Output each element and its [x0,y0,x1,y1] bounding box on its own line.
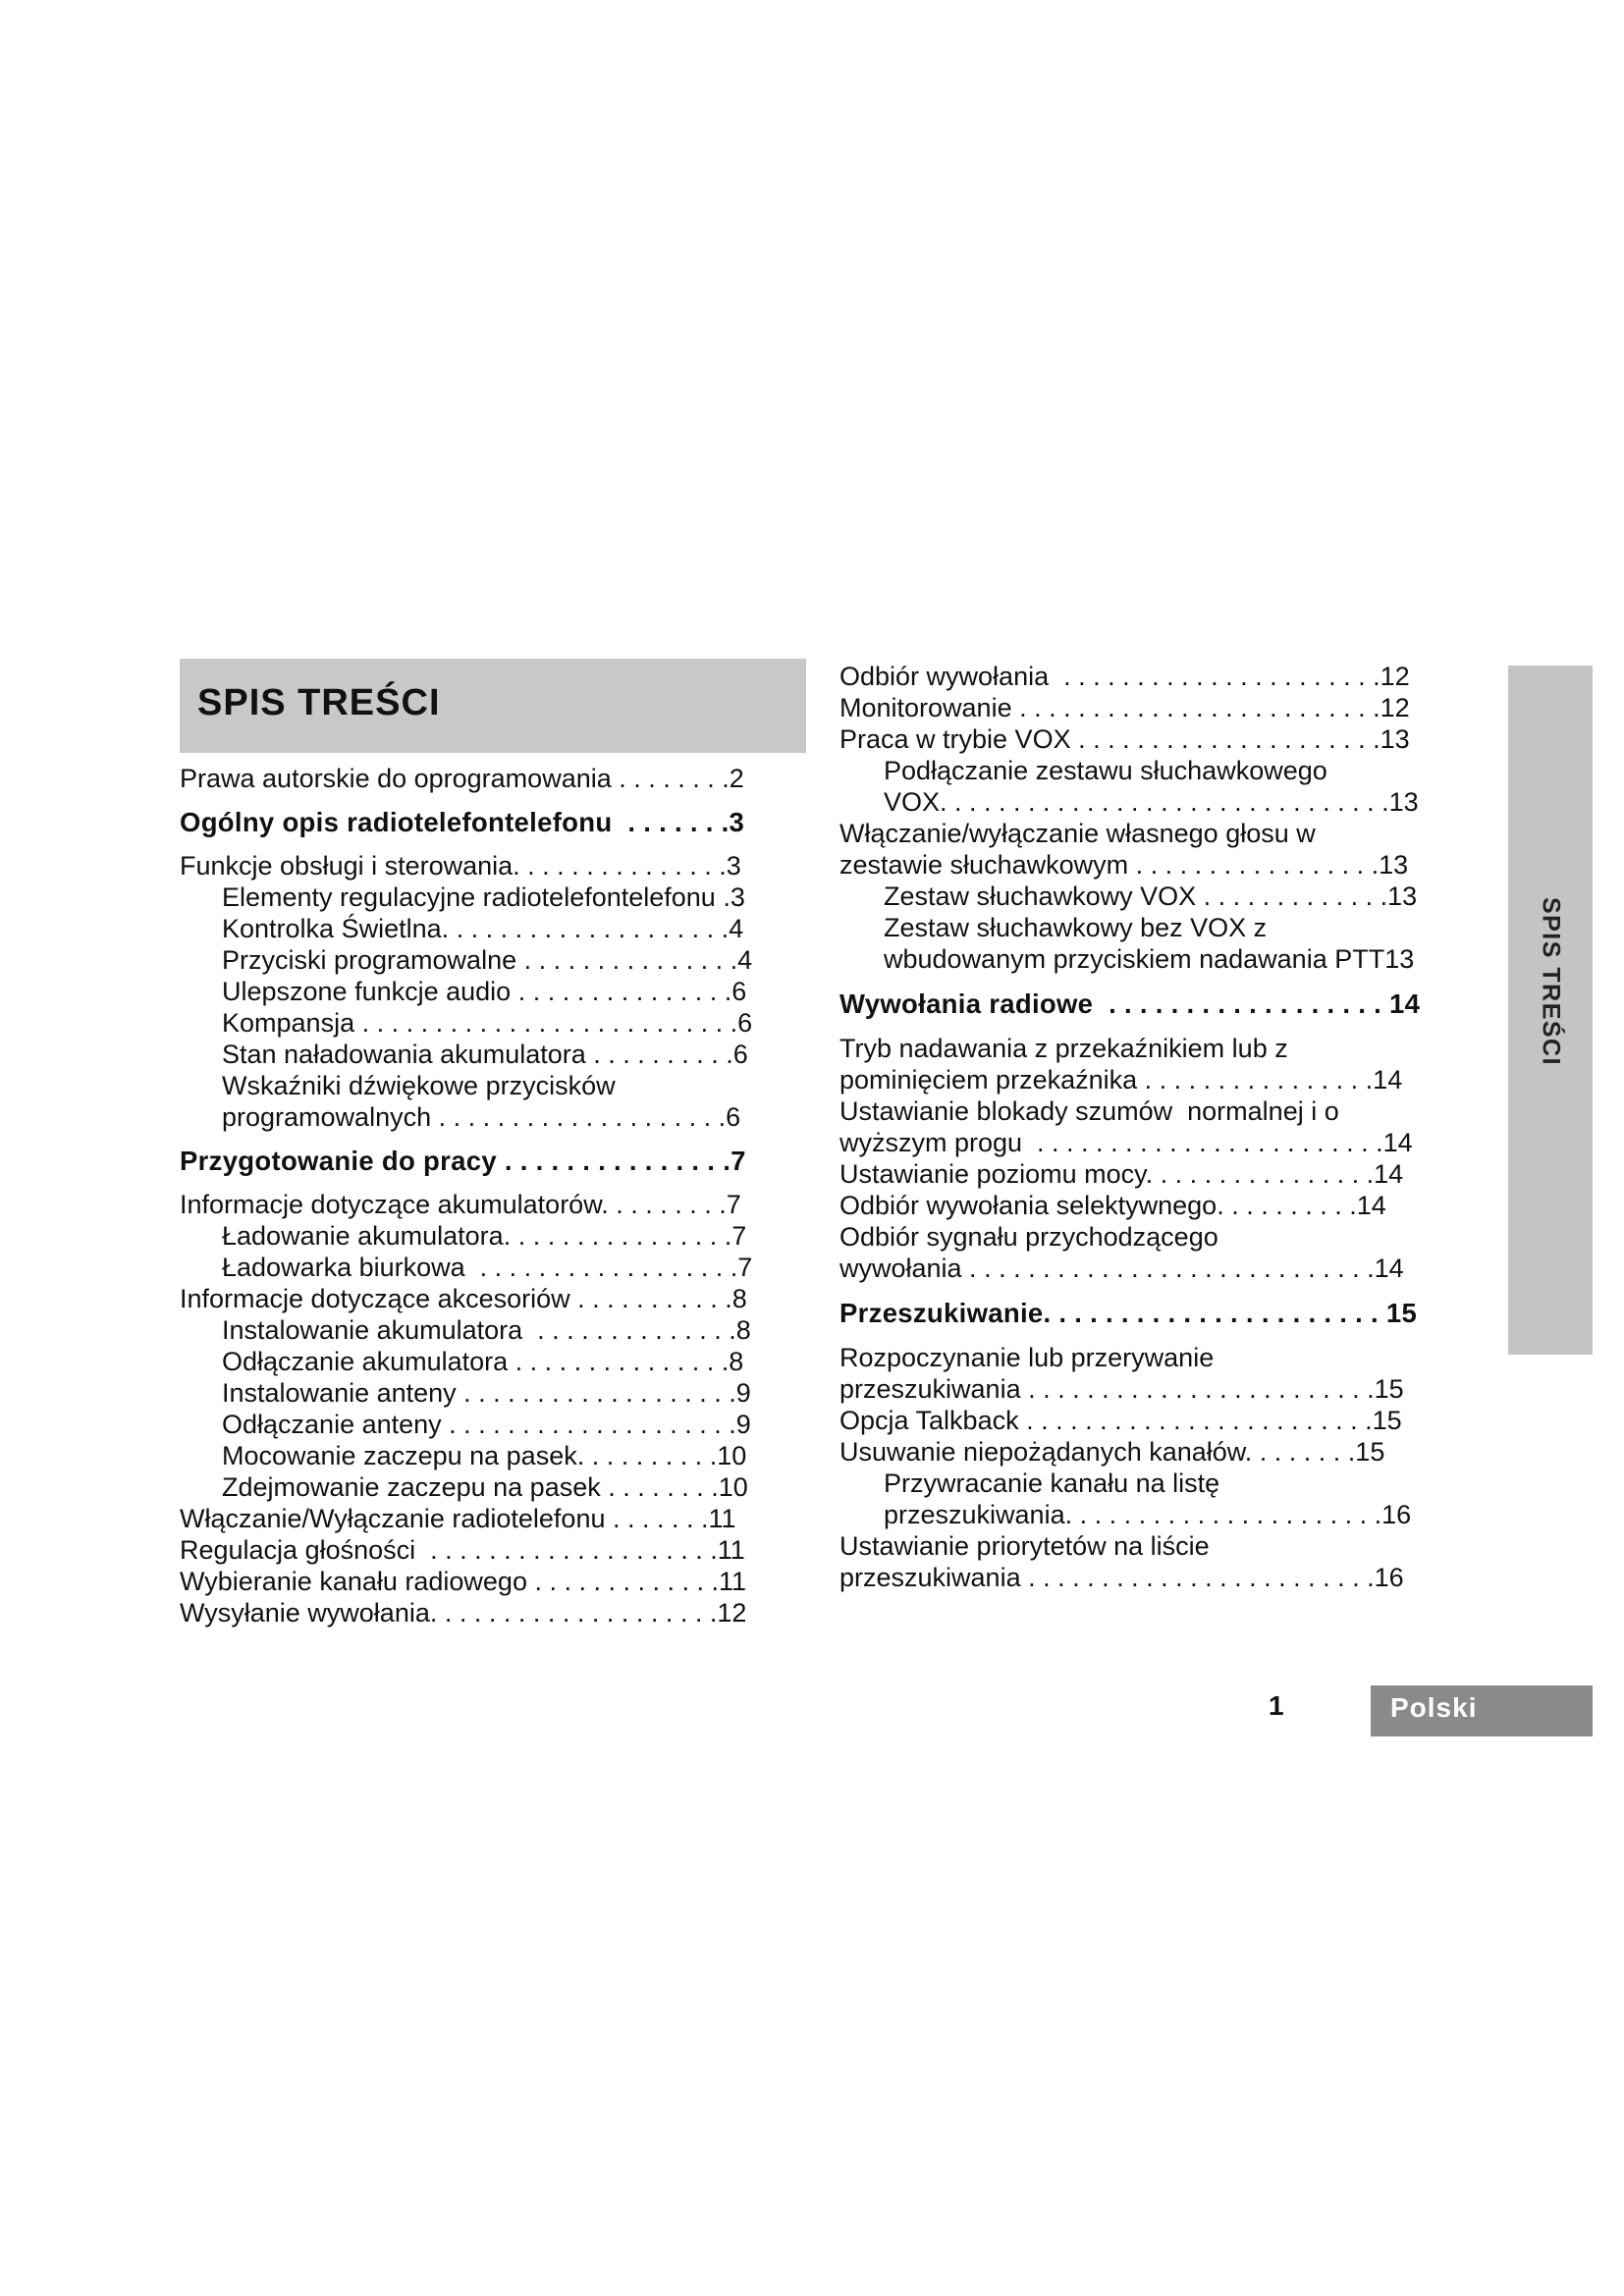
toc-entry: Informacje dotyczące akumulatorów. . . . . . . . .7 [180,1190,741,1219]
toc-entry: Zestaw słuchawkowy VOX . . . . . . . . . . . . .13 [884,881,1418,911]
toc-entry: Kontrolka Świetlna. . . . . . . . . . . . . . . . . . . .4 [222,914,744,943]
toc-entry: Instalowanie anteny . . . . . . . . . . . . . . . . . . .9 [222,1378,751,1408]
toc-entry: Wysyłanie wywołania. . . . . . . . . . . . . . . . . . . .12 [180,1598,747,1628]
language-tab [1371,1685,1593,1736]
toc-entry: Mocowanie zaczepu na pasek. . . . . . . . . .10 [222,1441,747,1470]
toc-entry: przeszukiwania . . . . . . . . . . . . . . . . . . . . . . . .15 [839,1374,1404,1404]
page-number: 1 [1269,1690,1284,1721]
toc-entry: Opcja Talkback . . . . . . . . . . . . . . . . . . . . . . . .15 [839,1406,1402,1435]
toc-entry: pominięciem przekaźnika . . . . . . . . . . . . . . . .14 [839,1065,1403,1095]
toc-entry: VOX. . . . . . . . . . . . . . . . . . . . . . . . . . . . . . .13 [884,787,1419,817]
toc-entry: Zestaw słuchawkowy bez VOX z [884,913,1268,942]
language-tab-label: Polski [1390,1692,1478,1723]
toc-entry: Rozpoczynanie lub przerywanie [839,1343,1215,1372]
toc-entry: Przyciski programowalne . . . . . . . . . . . . . . .4 [222,945,753,975]
toc-entry: Wskaźniki dźwiękowe przycisków [222,1071,616,1100]
toc-entry: Informacje dotyczące akcesoriów . . . . . . . . . . .8 [180,1284,747,1313]
toc-entry: Regulacja głośności . . . . . . . . . . . . . . . . . . . .11 [180,1535,745,1565]
toc-entry: Elementy regulacyjne radiotelefontelefonu .3 [222,882,745,912]
toc-entry: Praca w trybie VOX . . . . . . . . . . . . . . . . . . . . .13 [839,724,1410,754]
toc-entry: Odbiór wywołania . . . . . . . . . . . . . . . . . . . . . .12 [839,662,1410,691]
toc-entry: wbudowanym przyciskiem nadawania PTT13 [884,944,1415,974]
toc-entry: Monitorowanie . . . . . . . . . . . . . . . . . . . . . . . . .12 [839,693,1410,722]
toc-entry: przeszukiwania. . . . . . . . . . . . . . . . . . . . . .16 [884,1500,1412,1529]
toc-entry: Prawa autorskie do oprogramowania . . . . . . . .2 [180,764,744,793]
toc-entry: Ustawianie blokady szumów normalnej i o [839,1096,1339,1126]
toc-entry: Instalowanie akumulatora . . . . . . . . . . . . . .8 [222,1315,751,1345]
toc-entry: programowalnych . . . . . . . . . . . . . . . . . . . .6 [222,1102,741,1132]
toc-entry: Tryb nadawania z przekaźnikiem lub z [839,1034,1288,1063]
toc-entry: Stan naładowania akumulatora . . . . . . . . . .6 [222,1040,748,1069]
toc-entry: Włączanie/Wyłączanie radiotelefonu . . . . . . .11 [180,1504,736,1533]
toc-section-entry: Ogólny opis radiotelefontelefonu . . . . . . .3 [180,807,745,837]
toc-section-entry: Przygotowanie do pracy . . . . . . . . . . . . . . .7 [180,1146,746,1176]
toc-heading: SPIS TREŚCI [197,682,441,723]
toc-entry: Zdejmowanie zaczepu na pasek . . . . . . . .10 [222,1472,748,1502]
toc-heading-box [180,659,806,753]
toc-entry: Przywracanie kanału na listę [884,1468,1220,1498]
toc-entry: przeszukiwania . . . . . . . . . . . . . . . . . . . . . . . .16 [839,1563,1404,1592]
toc-entry: wyższym progu . . . . . . . . . . . . . . . . . . . . . . . .14 [839,1128,1413,1157]
toc-entry: Kompansja . . . . . . . . . . . . . . . . . . . . . . . . . .6 [222,1008,753,1038]
toc-entry: zestawie słuchawkowym . . . . . . . . . . . . . . . . .13 [839,850,1409,880]
toc-entry: wywołania . . . . . . . . . . . . . . . . . . . . . . . . . . . .14 [839,1254,1404,1283]
toc-entry: Włączanie/wyłączanie własnego głosu w [839,819,1316,848]
toc-section-entry: Przeszukiwanie. . . . . . . . . . . . . . . . . . . . . . 15 [839,1298,1418,1328]
toc-entry: Wybieranie kanału radiowego . . . . . . . . . . . . .11 [180,1567,747,1596]
toc-entry: Odłączanie akumulatora . . . . . . . . . . . . . . .8 [222,1347,744,1376]
toc-entry: Odbiór sygnału przychodzącego [839,1222,1218,1252]
toc-entry: Ustawianie priorytetów na liście [839,1531,1210,1561]
side-tab-label: SPIS TREŚCI [1537,896,1565,1067]
toc-entry: Usuwanie niepożądanych kanałów. . . . . . . .15 [839,1437,1385,1467]
toc-section-entry: Wywołania radiowe . . . . . . . . . . . . . . . . . . 14 [839,988,1421,1019]
toc-entry: Odbiór wywołania selektywnego. . . . . . . . . .14 [839,1191,1386,1220]
toc-entry: Podłączanie zestawu słuchawkowego [884,756,1327,785]
toc-entry: Ustawianie poziomu mocy. . . . . . . . . . . . . . . .14 [839,1159,1404,1189]
toc-entry: Ładowanie akumulatora. . . . . . . . . . . . . . . .7 [222,1221,747,1251]
toc-entry: Odłączanie anteny . . . . . . . . . . . . . . . . . . . .9 [222,1410,751,1439]
toc-entry: Ulepszone funkcje audio . . . . . . . . . . . . . . .6 [222,977,747,1006]
toc-entry: Ładowarka biurkowa . . . . . . . . . . . . . . . . . .7 [222,1253,753,1282]
toc-entry: Funkcje obsługi i sterowania. . . . . . . . . . . . . . .3 [180,851,741,881]
